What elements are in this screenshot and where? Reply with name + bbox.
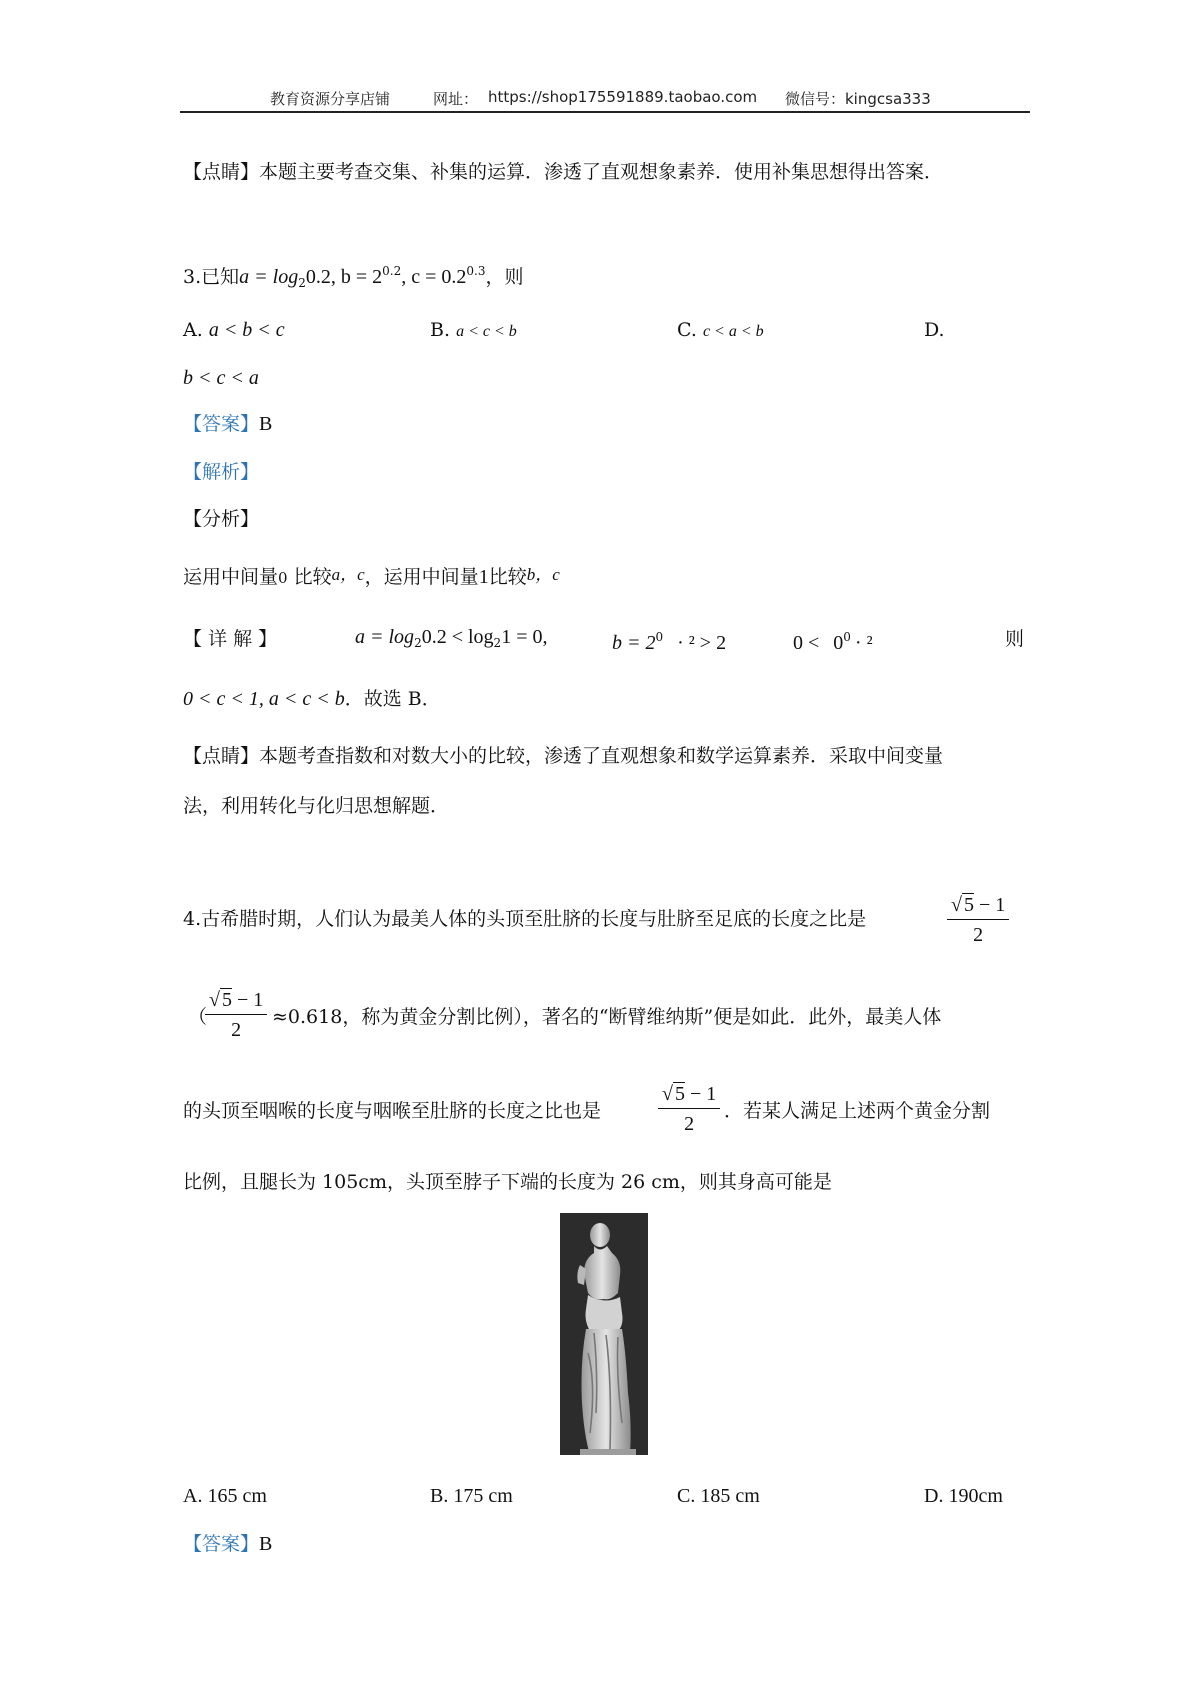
q3-a-sub: 2 (298, 276, 306, 290)
q3-conclusion-math: 0 < c < 1, a < c < b (183, 688, 345, 710)
golden-ratio-fraction: $\frac{√ 5 - 1}{2}$ (947, 893, 1009, 947)
frac-denominator: 2 (684, 1113, 695, 1135)
q3-fenxi-p4: 比较 (488, 566, 527, 588)
q3-fenxi-zero: 0 (278, 569, 288, 587)
q3-stem (183, 259, 523, 295)
q3-remark-line2: 法，利用转化与化归思想解题． (183, 795, 450, 817)
q3-option-b-text: a < c < b (456, 323, 517, 340)
q3-detail-a (355, 625, 547, 655)
q3-detail-c-expr: 0 < (793, 632, 820, 654)
q3-detail-b-sup: 0 (655, 630, 664, 644)
q3-detail-c2: 0 (833, 632, 844, 654)
q3-option-d-label: D. (924, 319, 945, 341)
frac-minus-one: − 1 (231, 989, 264, 1011)
q3-remark-line1: 【点睛】本题考查指数和对数大小的比较，渗透了直观想象和数学运算素养．采取中间变量 (183, 745, 944, 767)
golden-ratio-fraction: $\frac{√ 5 - 1}{2}$ (205, 988, 267, 1042)
q4-line4: 比例，且腿长为 105cm，头顶至脖子下端的长度为 26 cm，则其身高可能是 (183, 1171, 832, 1193)
statue-figure-icon (560, 1213, 648, 1455)
sqrt-radicand: 5 (221, 989, 232, 1011)
q4-option-b: B. 175 cm (430, 1485, 513, 1507)
q3-fenxi-p2: 比较 (293, 566, 332, 588)
q3-detail-b-expr: b = 2 (612, 632, 656, 654)
q3-a-expr: a = log (239, 266, 299, 288)
q3-detail-tag: 【 详 解 】 (183, 628, 278, 650)
q3-option-b (430, 318, 517, 344)
q4-line2-text: ≈0.618，称为黄金分割比例），著名的“断臂维纳斯”便是如此．此外，最美人体 (272, 1006, 942, 1028)
q4-frac-1 (947, 893, 1009, 947)
q4-answer-value: B (259, 1533, 273, 1555)
q3-fenxi-one: 1 (478, 566, 489, 588)
q3-option-d-text (183, 366, 259, 390)
venus-statue-image (560, 1213, 648, 1455)
q3-conclusion (183, 687, 441, 711)
q3-detail-a3: 1 = 0, (501, 626, 548, 648)
q3-detail-a2: 0.2 < log (421, 626, 494, 648)
q4-frac-3 (658, 1082, 720, 1136)
q3-fenxi-text (183, 563, 560, 590)
q3-answer (183, 412, 272, 436)
q4-line2-open: （ (188, 1006, 208, 1028)
q3-fenxi-p3: ，运用中间量 (364, 566, 479, 588)
q4-line3-text: 的头顶至咽喉的长度与咽喉至肚脐的长度之比也是 (183, 1100, 602, 1122)
q4-line3-tail: ．若某人满足上述两个黄金分割 (724, 1100, 991, 1122)
q3-c-sup: 0.3 (466, 264, 486, 278)
q3-detail-a-sub: 2 (414, 636, 422, 650)
q3-fenxi-bc: b，c (526, 565, 560, 584)
q3-detail-a2-sub: 2 (493, 636, 502, 650)
golden-ratio-fraction: $\frac{√ 5 - 1}{2}$ (658, 1082, 720, 1136)
q3-detail-b (612, 625, 726, 655)
header-shop: 教育资源分享店铺 (270, 90, 391, 108)
q3-option-c-label: C. (677, 319, 697, 341)
frac-minus-one: − 1 (973, 894, 1006, 916)
frac-denominator: 2 (231, 1019, 242, 1041)
q3-answer-tag: 【答案】 (183, 413, 260, 435)
header-divider (180, 111, 1030, 113)
q4-option-a: A. 165 cm (183, 1485, 267, 1507)
q3-detail-then: 则 (1005, 628, 1025, 650)
q3-detail-b2: · ² > 2 (677, 632, 727, 654)
q3-option-d-math: b < c < a (183, 367, 259, 389)
q4-answer (183, 1532, 272, 1556)
q3-c-mid: , c = 0.2 (401, 266, 467, 288)
sqrt-radicand: 5 (963, 894, 974, 916)
q3-conclusion-text: ．故选 B． (344, 688, 441, 710)
q3-option-a-label: A. (183, 319, 203, 341)
q3-option-a-text: a < b < c (208, 319, 285, 341)
q4-option-c: C. 185 cm (677, 1485, 760, 1507)
header-url-label: 网址： (433, 90, 479, 108)
frac-denominator: 2 (973, 924, 984, 946)
q3-fenxi-ac: a，c (331, 565, 365, 584)
q3-analysis-tag: 【解析】 (183, 461, 260, 483)
q3-fenxi-tag: 【分析】 (183, 508, 260, 530)
q3-suffix: ，则 (485, 266, 524, 288)
sqrt-radicand: 5 (674, 1083, 685, 1105)
q3-detail-c2-sup: 0 (843, 630, 851, 644)
q3-detail-a-expr: a = log (355, 626, 415, 648)
q3-option-c (677, 318, 764, 344)
header-url-link[interactable]: https://shop175591889.taobao.com (488, 88, 758, 106)
q3-b-sup: 0.2 (382, 264, 402, 278)
q4-option-d: D. 190cm (924, 1485, 1003, 1507)
q3-answer-value: B (259, 413, 273, 435)
frac-minus-one: − 1 (684, 1083, 717, 1105)
q4-frac-2 (205, 988, 267, 1042)
q3-option-b-label: B. (430, 319, 451, 341)
q4-answer-tag: 【答案】 (183, 1533, 260, 1555)
q3-option-c-text: c < a < b (702, 323, 764, 340)
q4-line1: 4.古希腊时期，人们认为最美人体的头顶至肚脐的长度与肚脐至足底的长度之比是 (183, 908, 867, 930)
q3-prefix: 3.已知 (183, 266, 240, 288)
q3-detail-c3: · ² (854, 632, 873, 654)
q3-a-tail: 0.2, b = 2 (305, 266, 383, 288)
header-wechat: 微信号：kingcsa333 (785, 90, 931, 108)
q2-remark: 【点睛】本题主要考查交集、补集的运算．渗透了直观想象素养．使用补集思想得出答案． (183, 161, 944, 183)
q3-fenxi-p1: 运用中间量 (183, 566, 279, 588)
q3-detail-c (793, 625, 873, 655)
q3-option-a (183, 318, 285, 342)
